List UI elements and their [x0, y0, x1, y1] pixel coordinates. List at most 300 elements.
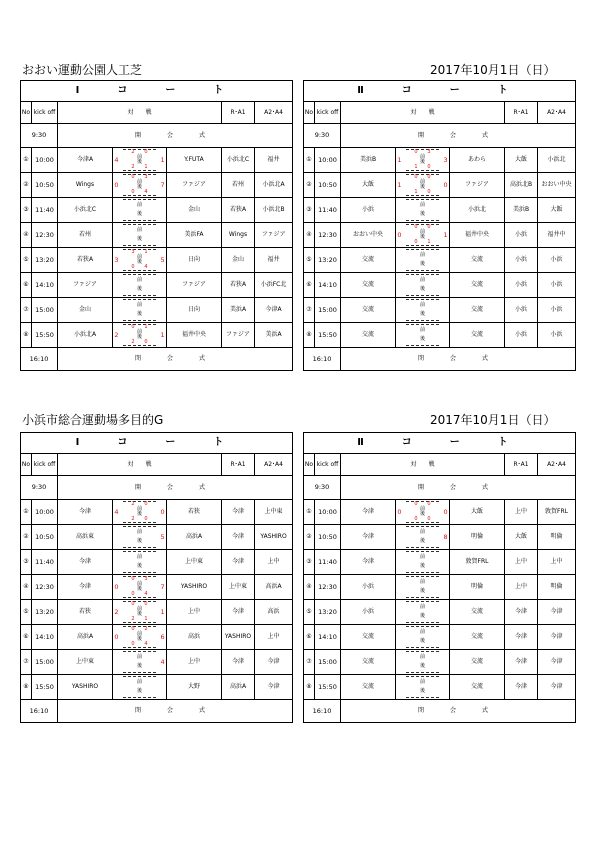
assistant-referee: 小浜	[538, 298, 576, 323]
first-half-label: 前	[420, 252, 426, 259]
home-team: 美浜B	[341, 148, 396, 173]
away-score: 3	[443, 155, 448, 164]
assistant-referee: 上中東	[255, 500, 293, 525]
closing-ceremony: 閉 会 式	[341, 700, 576, 723]
score-box	[113, 525, 167, 550]
away-score: 7	[160, 582, 165, 591]
court-title: Ⅱ コ ー ト	[304, 81, 576, 102]
away-score: 4	[160, 657, 165, 666]
first-half-label: 前	[420, 277, 426, 284]
away-team: あわら	[450, 148, 505, 173]
away-score: 0	[443, 507, 448, 516]
match-number: ⑤	[21, 600, 32, 625]
assistant-referee: 上中	[255, 550, 293, 575]
score-box	[396, 223, 450, 248]
match-number: ⑥	[21, 273, 32, 298]
away-team: 交流	[450, 273, 505, 298]
referee: ファジア	[222, 323, 255, 348]
home-team: 交流	[341, 675, 396, 700]
assistant-referee: 今津	[538, 650, 576, 675]
referee: 美浜B	[505, 198, 538, 223]
venue-title: おおい運動公園人工芝	[22, 63, 143, 77]
closing-time: 16:10	[21, 348, 58, 371]
away-team: 小浜北	[450, 198, 505, 223]
half-scores	[123, 174, 156, 196]
opening-time: 9:30	[304, 124, 341, 148]
col-header-referee: R･A1	[222, 102, 255, 124]
assistant-referee: おおい中央	[538, 173, 576, 198]
away-team: 日向	[167, 298, 222, 323]
score-box	[396, 550, 450, 575]
home-team: 若狭A	[58, 248, 113, 273]
home-team: 金山	[58, 298, 113, 323]
first-half-label: 前	[137, 254, 143, 260]
schedule-table	[20, 80, 293, 371]
home-second-half: 1	[414, 189, 418, 195]
score-box	[396, 675, 450, 700]
match-number: ⑤	[304, 248, 315, 273]
match-number: ⑧	[21, 323, 32, 348]
match-row	[304, 173, 576, 198]
second-half-label: 後	[420, 234, 426, 240]
match-number: ①	[21, 148, 32, 173]
match-row	[304, 298, 576, 323]
match-number: ②	[21, 173, 32, 198]
first-half-label: 前	[420, 579, 426, 586]
half-scores	[123, 249, 156, 271]
match-number: ⑦	[21, 650, 32, 675]
match-row	[21, 525, 293, 550]
assistant-referee: 今津	[255, 650, 293, 675]
match-row	[21, 273, 293, 298]
second-half-label: 後	[137, 511, 143, 517]
second-half-label: 後	[420, 335, 426, 342]
second-half-label: 後	[420, 210, 426, 217]
assistant-referee: 福井	[255, 248, 293, 273]
home-second-half: 2	[131, 616, 135, 622]
second-half-label: 後	[420, 310, 426, 317]
half-scores	[406, 626, 439, 648]
away-team: 大飯	[450, 500, 505, 525]
referee: 今津	[505, 625, 538, 650]
match-row	[21, 675, 293, 700]
match-row	[304, 323, 576, 348]
referee: 小浜	[505, 273, 538, 298]
second-half-label: 後	[137, 259, 143, 265]
kickoff-time: 12:30	[315, 223, 341, 248]
col-header-kickoff: kick off	[315, 102, 341, 124]
match-number: ③	[21, 198, 32, 223]
kickoff-time: 14:10	[315, 625, 341, 650]
half-scores	[123, 676, 156, 698]
away-team: 福井中央	[450, 223, 505, 248]
assistant-referee: 小浜北B	[255, 198, 293, 223]
col-header-match: 対 戦	[341, 454, 505, 476]
match-number: ⑧	[304, 323, 315, 348]
referee: YASHIRO	[222, 625, 255, 650]
first-half-label: 前	[137, 606, 143, 612]
first-half-label: 前	[137, 329, 143, 335]
half-scores	[406, 249, 439, 271]
half-scores	[406, 676, 439, 698]
home-team: 交流	[341, 273, 396, 298]
home-team: 高浜東	[58, 525, 113, 550]
home-team: 今津	[58, 575, 113, 600]
opening-ceremony: 開 会 式	[58, 124, 293, 148]
score-box	[113, 625, 167, 650]
score-box	[113, 323, 167, 348]
score-box	[113, 148, 167, 173]
match-row	[21, 323, 293, 348]
away-second-half: 1	[144, 616, 148, 622]
match-number: ③	[304, 198, 315, 223]
half-scores	[123, 274, 156, 296]
away-first-half: 3	[427, 149, 431, 155]
first-half-label: 前	[420, 554, 426, 561]
opening-time: 9:30	[304, 476, 341, 500]
half-scores	[406, 299, 439, 321]
home-first-half: 0	[131, 601, 135, 607]
away-team: 交流	[450, 650, 505, 675]
score-box	[396, 273, 450, 298]
match-row	[21, 298, 293, 323]
away-team: 大野	[167, 675, 222, 700]
referee: 今津	[222, 525, 255, 550]
away-first-half: 0	[427, 174, 431, 180]
half-scores	[406, 149, 439, 171]
match-row	[304, 675, 576, 700]
home-score: 0	[114, 582, 119, 591]
kickoff-time: 13:20	[315, 600, 341, 625]
half-scores	[123, 601, 156, 623]
away-score: 5	[160, 532, 165, 541]
second-half-label: 後	[137, 159, 143, 165]
match-number: ②	[21, 525, 32, 550]
assistant-referee: 今津	[538, 600, 576, 625]
score-box	[113, 248, 167, 273]
court-title: Ⅰ コ ー ト	[21, 433, 293, 454]
away-score: 0	[443, 180, 448, 189]
assistant-referee: 今津	[538, 675, 576, 700]
score-box	[113, 223, 167, 248]
assistant-referee: 今津	[538, 625, 576, 650]
venue-title: 小浜市総合運動場多目的G	[22, 413, 164, 427]
assistant-referee: 高浜A	[255, 575, 293, 600]
home-team: 小浜	[341, 600, 396, 625]
second-half-label: 後	[137, 235, 143, 242]
referee: 上中	[505, 500, 538, 525]
first-half-label: 前	[420, 506, 426, 512]
home-second-half: 1	[414, 164, 418, 170]
first-half-label: 前	[137, 227, 143, 234]
kickoff-time: 13:20	[32, 248, 58, 273]
score-box	[396, 600, 450, 625]
closing-time: 16:10	[21, 700, 58, 723]
home-first-half: 2	[131, 149, 135, 155]
kickoff-time: 10:50	[315, 173, 341, 198]
assistant-referee: 明倫	[538, 525, 576, 550]
away-team: 交流	[450, 675, 505, 700]
away-team: 上中東	[167, 550, 222, 575]
half-scores	[406, 199, 439, 221]
kickoff-time: 15:00	[32, 298, 58, 323]
home-team: ファジア	[58, 273, 113, 298]
away-team: 交流	[450, 248, 505, 273]
match-row	[21, 500, 293, 525]
second-half-label: 後	[137, 537, 143, 544]
away-first-half: 0	[144, 149, 148, 155]
assistant-referee: 小浜	[538, 273, 576, 298]
first-half-label: 前	[137, 529, 143, 536]
home-score: 0	[114, 632, 119, 641]
home-team: 交流	[341, 625, 396, 650]
assistant-referee: 小浜	[538, 323, 576, 348]
home-team: 今津	[58, 500, 113, 525]
away-team: 交流	[450, 323, 505, 348]
away-team: 日向	[167, 248, 222, 273]
col-header-assistant: A2･A4	[255, 454, 293, 476]
home-first-half: 0	[414, 149, 418, 155]
col-header-match: 対 戦	[341, 102, 505, 124]
home-second-half: 2	[131, 339, 135, 345]
court-title: Ⅱ コ ー ト	[304, 433, 576, 454]
away-second-half: 4	[144, 641, 148, 647]
first-half-label: 前	[420, 302, 426, 309]
away-team: 美浜FA	[167, 223, 222, 248]
assistant-referee: 福井	[255, 148, 293, 173]
col-header-kickoff: kick off	[32, 454, 58, 476]
opening-ceremony: 開 会 式	[341, 124, 576, 148]
home-team: YASHIRO	[58, 675, 113, 700]
second-half-label: 後	[137, 687, 143, 694]
away-second-half: 1	[427, 239, 431, 245]
away-first-half: 3	[144, 576, 148, 582]
away-score: 1	[160, 155, 165, 164]
kickoff-time: 10:50	[315, 525, 341, 550]
kickoff-time: 13:20	[32, 600, 58, 625]
half-scores	[123, 324, 156, 346]
match-row	[21, 173, 293, 198]
second-half-label: 後	[137, 611, 143, 617]
first-half-label: 前	[420, 179, 426, 185]
first-half-label: 前	[420, 679, 426, 686]
first-half-label: 前	[137, 179, 143, 185]
away-team: 福井中央	[167, 323, 222, 348]
half-scores	[406, 174, 439, 196]
schedule-table	[20, 432, 293, 723]
half-scores	[123, 149, 156, 171]
second-half-label: 後	[420, 662, 426, 669]
score-box	[113, 675, 167, 700]
away-first-half: 0	[427, 501, 431, 507]
away-team: Y.FUTA	[167, 148, 222, 173]
referee: 上中	[505, 575, 538, 600]
half-scores	[406, 224, 439, 246]
half-scores	[406, 526, 439, 548]
referee: 美浜A	[222, 298, 255, 323]
referee: 今津	[222, 500, 255, 525]
match-row	[304, 223, 576, 248]
away-second-half: 0	[427, 189, 431, 195]
second-half-label: 後	[420, 562, 426, 569]
away-score: 6	[160, 632, 165, 641]
half-scores	[406, 651, 439, 673]
match-row	[21, 148, 293, 173]
referee: 金山	[222, 248, 255, 273]
kickoff-time: 14:10	[32, 625, 58, 650]
half-scores	[123, 526, 156, 548]
first-half-label: 前	[420, 654, 426, 661]
away-first-half: 0	[144, 601, 148, 607]
first-half-label: 前	[137, 554, 143, 561]
match-number: ⑥	[304, 273, 315, 298]
half-scores	[123, 576, 156, 598]
kickoff-time: 11:40	[315, 198, 341, 223]
score-box	[396, 173, 450, 198]
home-second-half: 0	[414, 239, 418, 245]
kickoff-time: 12:30	[32, 223, 58, 248]
second-half-label: 後	[420, 587, 426, 594]
score-box	[396, 525, 450, 550]
first-half-label: 前	[137, 631, 143, 637]
court-title: Ⅰ コ ー ト	[21, 81, 293, 102]
home-score: 4	[114, 155, 119, 164]
referee: 今津	[505, 600, 538, 625]
kickoff-time: 14:10	[315, 273, 341, 298]
kickoff-time: 10:00	[315, 500, 341, 525]
first-half-label: 前	[137, 679, 143, 686]
match-number: ④	[304, 575, 315, 600]
second-half-label: 後	[137, 586, 143, 592]
match-number: ③	[304, 550, 315, 575]
referee: Wings	[222, 223, 255, 248]
match-number: ①	[21, 500, 32, 525]
referee: 今津	[222, 650, 255, 675]
match-row	[21, 223, 293, 248]
closing-time: 16:10	[304, 700, 341, 723]
half-scores	[406, 601, 439, 623]
first-half-label: 前	[420, 229, 426, 235]
match-number: ⑤	[304, 600, 315, 625]
kickoff-time: 12:30	[315, 575, 341, 600]
score-box	[113, 600, 167, 625]
second-half-label: 後	[137, 662, 143, 669]
kickoff-time: 13:20	[315, 248, 341, 273]
away-team: 交流	[450, 600, 505, 625]
referee: 上中	[505, 550, 538, 575]
home-team: 若狭	[58, 600, 113, 625]
match-number: ③	[21, 550, 32, 575]
match-number: ⑦	[304, 298, 315, 323]
match-row	[304, 248, 576, 273]
home-first-half: 0	[414, 174, 418, 180]
away-second-half: 4	[144, 189, 148, 195]
kickoff-time: 10:00	[32, 500, 58, 525]
kickoff-time: 10:50	[32, 525, 58, 550]
home-second-half: 0	[131, 641, 135, 647]
assistant-referee: 今津	[255, 675, 293, 700]
closing-time: 16:10	[304, 348, 341, 371]
away-second-half: 0	[144, 339, 148, 345]
away-team: YASHIRO	[167, 575, 222, 600]
second-half-label: 後	[137, 285, 143, 292]
half-scores	[123, 299, 156, 321]
assistant-referee: YASHIRO	[255, 525, 293, 550]
half-scores	[123, 199, 156, 221]
kickoff-time: 12:30	[32, 575, 58, 600]
kickoff-time: 10:50	[32, 173, 58, 198]
away-team: 上中	[167, 600, 222, 625]
match-number: ⑧	[21, 675, 32, 700]
half-scores	[123, 551, 156, 573]
referee: 上中東	[222, 575, 255, 600]
first-half-label: 前	[137, 154, 143, 160]
col-header-assistant: A2･A4	[538, 454, 576, 476]
home-second-half: 0	[131, 264, 135, 270]
second-half-label: 後	[137, 310, 143, 317]
match-row	[304, 273, 576, 298]
match-number: ⑦	[304, 650, 315, 675]
home-team: 上中東	[58, 650, 113, 675]
half-scores	[123, 224, 156, 246]
first-half-label: 前	[137, 506, 143, 512]
match-row	[21, 650, 293, 675]
referee: 今津	[505, 675, 538, 700]
home-team: 交流	[341, 248, 396, 273]
closing-ceremony: 閉 会 式	[58, 700, 293, 723]
home-score: 0	[397, 230, 402, 239]
assistant-referee: 福井中	[538, 223, 576, 248]
second-half-label: 後	[137, 562, 143, 569]
match-row	[304, 600, 576, 625]
assistant-referee: ファジア	[255, 223, 293, 248]
second-half-label: 後	[420, 184, 426, 190]
kickoff-time: 15:00	[32, 650, 58, 675]
away-score: 1	[160, 330, 165, 339]
home-team: 小浜	[341, 198, 396, 223]
opening-ceremony: 開 会 式	[341, 476, 576, 500]
assistant-referee: 今津A	[255, 298, 293, 323]
first-half-label: 前	[420, 629, 426, 636]
kickoff-time: 11:40	[32, 198, 58, 223]
referee: 小浜	[505, 223, 538, 248]
home-team: 交流	[341, 323, 396, 348]
away-team: 明倫	[450, 525, 505, 550]
home-second-half: 0	[131, 591, 135, 597]
first-half-label: 前	[420, 529, 426, 536]
first-half-label: 前	[137, 277, 143, 284]
match-number: ②	[304, 525, 315, 550]
col-header-assistant: A2･A4	[538, 102, 576, 124]
half-scores	[406, 551, 439, 573]
score-box	[396, 500, 450, 525]
home-team: 小浜北C	[58, 198, 113, 223]
home-first-half: 0	[131, 324, 135, 330]
assistant-referee: 大飯	[538, 198, 576, 223]
match-number: ④	[21, 223, 32, 248]
schedule-table	[303, 80, 576, 371]
first-half-label: 前	[420, 154, 426, 160]
kickoff-time: 11:40	[315, 550, 341, 575]
col-header-referee: R･A1	[222, 454, 255, 476]
away-team: 高浜	[167, 625, 222, 650]
match-number: ④	[304, 223, 315, 248]
col-header-no: No	[304, 454, 315, 476]
assistant-referee: 小浜北	[538, 148, 576, 173]
first-half-label: 前	[137, 302, 143, 309]
away-team: ファジア	[167, 173, 222, 198]
referee: 若狭A	[222, 273, 255, 298]
